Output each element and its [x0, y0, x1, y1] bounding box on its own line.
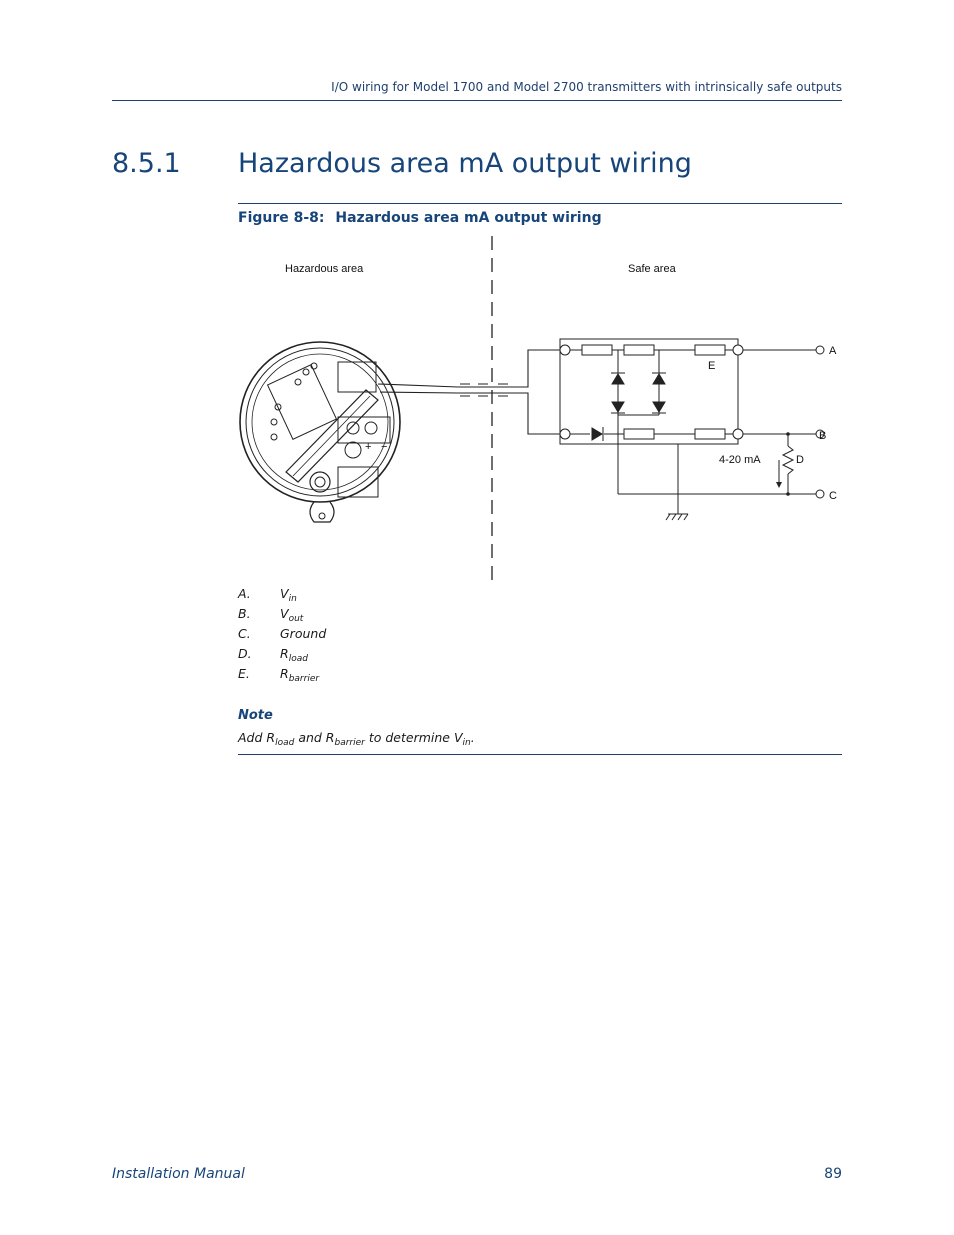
legend-value: $R_{load}$	[280, 646, 308, 664]
terminal-plus: +	[365, 441, 372, 453]
legend-key: E.	[238, 666, 250, 681]
terminal-minus: −	[381, 441, 388, 453]
barrier-resistor-3	[624, 429, 654, 439]
callout-c: C	[829, 490, 837, 502]
hazardous-area-label: Hazardous area	[285, 263, 364, 275]
page-number: 89	[824, 1166, 842, 1182]
barrier-resistor-4	[695, 429, 725, 439]
output-wiring	[618, 346, 827, 514]
section-title: Hazardous area mA output wiring	[238, 148, 692, 179]
legend-value: Ground	[280, 626, 327, 641]
transmitter-housing	[240, 342, 400, 522]
safe-area-label: Safe area	[628, 263, 676, 275]
legend-value: $V_{out}$	[280, 606, 304, 624]
callout-a: A	[829, 345, 837, 357]
legend-key: C.	[238, 626, 251, 641]
figure-top-rule	[238, 203, 842, 204]
legend-key: A.	[238, 586, 251, 601]
figure-title: Hazardous area mA output wiring	[335, 210, 602, 226]
current-arrow	[776, 482, 782, 488]
wire-break-marks	[460, 384, 508, 396]
note-text: Add $R_{load}$ and $R_{barrier}$ to determine $V_{in}$.	[238, 730, 475, 748]
header-rule	[112, 100, 842, 101]
barrier-box	[560, 339, 743, 494]
legend-value: $R_{barrier}$	[280, 666, 320, 684]
section-number: 8.5.1	[112, 148, 181, 179]
current-label: 4-20 mA	[719, 454, 761, 466]
barrier-resistor-e	[695, 345, 725, 355]
legend-value: $V_{in}$	[280, 586, 297, 604]
running-header: I/O wiring for Model 1700 and Model 2700 transmitters with intrinsically safe outputs	[331, 80, 842, 94]
callout-b: B	[819, 430, 827, 442]
note-heading: Note	[238, 708, 273, 723]
ground-symbol	[666, 514, 688, 520]
callout-d: D	[796, 454, 804, 466]
junction-dot-b	[786, 432, 790, 436]
wiring-diagram	[238, 232, 842, 582]
figure-caption	[238, 210, 602, 226]
legend-key: B.	[238, 606, 251, 621]
callout-e: E	[708, 360, 716, 372]
barrier-resistor-1	[582, 345, 612, 355]
legend-key: D.	[238, 646, 252, 661]
note-bottom-rule	[238, 754, 842, 755]
barrier-resistor-2	[624, 345, 654, 355]
zener-diodes	[592, 373, 666, 441]
figure-label: Figure 8-8:	[238, 210, 325, 226]
field-wires	[378, 350, 561, 434]
footer-manual-title: Installation Manual	[112, 1166, 245, 1182]
junction-dot-c	[786, 492, 790, 496]
